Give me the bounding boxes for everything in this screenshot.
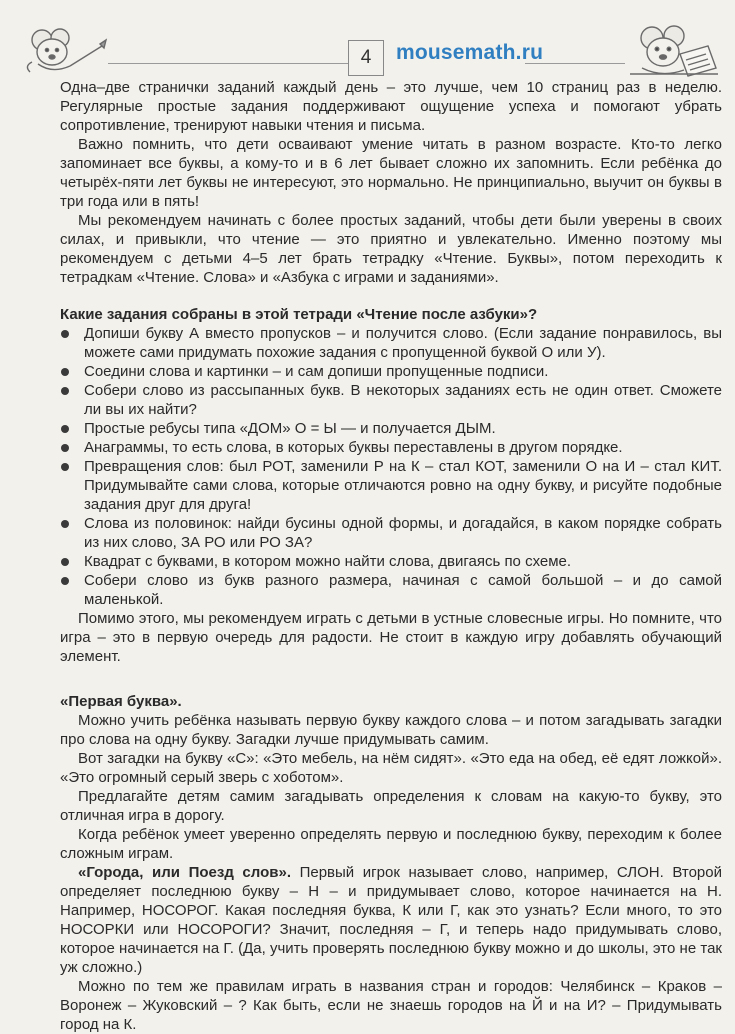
list-item: Слова из половинок: найди бусины одной формы, и догадайся, в каком порядке собрать из них слово, ЗА РО или РО ЗА? [60,514,722,552]
tasks-heading: Какие задания собраны в этой тетради «Чтение после азбуки»? [60,306,538,323]
tasks-list [60,324,722,609]
site-name: mousemath.ru [396,41,544,64]
list-item: Собери слово из букв разного размера, начиная с самой большой – и до самой маленькой. [60,571,722,609]
spacer [60,287,722,305]
list-item: Простые ребусы типа «ДОМ» О = Ы — и получается ДЫМ. [60,419,722,438]
game1-paragraph-3: Предлагайте детям самим загадывать определения к словам на какую-то букву, это отличная игра в дорогу. [60,788,722,824]
intro-paragraph-2: Важно помнить, что дети осваивают умение читать в разном возрасте. Кто-то легко запоминает все буквы, а кому-то и в 6 лет бывает сложно их запомнить. Если ребёнка до четырёх-пяти лет буквы не интересуют, это нормально. Не принципиально, выучит он буквы в три года или в пять! [60,136,722,210]
header-rule-right [525,63,625,64]
game1-paragraph-2: Вот загадки на букву «С»: «Это мебель, на нём сидят». «Это еда на обед, её едят ложкой». «Это огромный серый зверь с хоботом». [60,750,722,786]
game2-text: Первый игрок называет слово, например, СЛОН. Второй определяет последнюю букву – Н – и придумывает слово, которое начинается на Н. Например, НОСОРОГ. Какая последняя буква, К или Г, как это узнать? Если много, то это НОСОРКИ или НОСОРОГИ? Значит, последняя – Г, и теперь надо придумывать слово, которое начинается на Г. (Да, учить проверять последнюю букву можно и до школы, это не так уж сложно.) [60,864,722,976]
game2-title: «Города, или Поезд слов». [78,864,291,881]
spacer [60,684,722,692]
list-item: Квадрат с буквами, в котором можно найти слова, двигаясь по схеме. [60,552,722,571]
intro-paragraph-1: Одна–две странички заданий каждый день – это лучше, чем 10 страниц раз в неделю. Регулярные простые задания поддерживают ощущение успеха и помогают убрать сопротивление, тренируют навыки чтения и письма. [60,79,722,134]
list-item: Допиши букву А вместо пропусков – и получится слово. (Если задание понравилось, вы можете сами придумать похожие задания с пропущенной буквой О или У). [60,324,722,362]
game2-paragraph [60,863,722,977]
list-item: Соедини слова и картинки – и сам допиши пропущенные подписи. [60,362,722,381]
game2-last-paragraph: Можно по тем же правилам играть в названия стран и городов: Челябинск – Краков – Воронеж – Жуковский – ? Как быть, если не знаешь городов на Й и на И? – Придумывать город на К. [60,978,722,1033]
header-rule-left [108,63,348,64]
game1-paragraph-1: Можно учить ребёнка называть первую букву каждого слова – и потом загадывать загадки про слова на одну букву. Загадки лучше придумывать самим. [60,712,722,748]
page-body [60,78,722,1034]
intro-paragraph-3: Мы рекомендуем начинать с более простых заданий, чтобы дети были уверены в своих силах, и привыкли, что чтение — это приятно и увлекательно. Именно поэтому мы рекомендуем с детьми 4–5 лет брать тетрадку «Чтение. Буквы», потом переходить к тетрадкам «Чтение. Слова» и «Азбука с играми и заданиями». [60,212,722,286]
mouse-writing-icon [20,26,112,78]
after-tasks-paragraph: Помимо этого, мы рекомендуем играть с детьми в устные словесные игры. Но помните, что игра – это в первую очередь для радости. Не стоит в каждую игру добавлять обучающий элемент. [60,610,722,665]
game1-paragraph-4: Когда ребёнок умеет уверенно определять первую и последнюю букву, переходим к более сложным играм. [60,826,722,862]
page-header [0,22,735,82]
list-item: Анаграммы, то есть слова, в которых буквы переставлены в другом порядке. [60,438,722,457]
list-item: Собери слово из рассыпанных букв. В некоторых заданиях есть не один ответ. Сможете ли вы их найти? [60,381,722,419]
game1-title: «Первая буква». [60,693,182,710]
spacer [60,666,722,684]
list-item: Превращения слов: был РОТ, заменили Р на К – стал КОТ, заменили О на И – стал КИТ. Придумывайте сами слова, которые отличаются ровно на одну букву, и рисуйте подобные задания друг для друга! [60,457,722,514]
mouse-reading-icon [622,24,722,80]
page-number: 4 [348,40,384,76]
